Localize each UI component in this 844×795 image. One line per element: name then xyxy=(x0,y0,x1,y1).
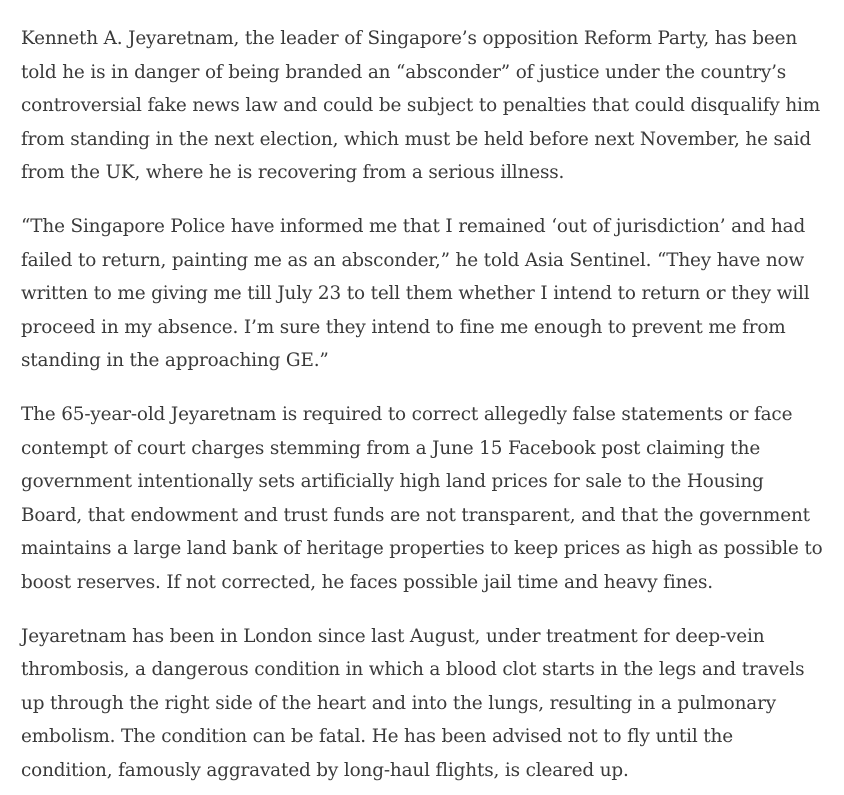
article-paragraph-1: Kenneth A. Jeyaretnam, the leader of Singapore’s opposition Reform Party, has been told he is in danger of being branded an “absconder” of justice under the country’s controversial fake news law and could be subject to penalties that could disqualify him from standing in the next election, which must be held before next November, he said from the UK, where he is recovering from a serious illness. xyxy=(21,28,821,184)
article-paragraph-2: “The Singapore Police have informed me that I remained ‘out of jurisdiction’ and had failed to return, painting me as an absconder,” he told Asia Sentinel. “They have now written to me giving me till July 23 to tell them whether I intend to return or they will proceed in my absence. I’m sure they intend to fine me enough to prevent me from standing in the approaching GE.” xyxy=(21,215,810,372)
article-paragraph-3: The 65-year-old Jeyaretnam is required to correct allegedly false statements or face contempt of court charges stemming from a June 15 Facebook post claiming the government intentionally sets artificially high land prices for sale to the Housing Board, that endowment and trust funds are not transparent, and that the government maintains a large land bank of heritage properties to keep prices as high as possible to boost reserves. If not corrected, he faces possible jail time and heavy fines. xyxy=(21,403,823,593)
article-paragraph-4: Jeyaretnam has been in London since last August, under treatment for deep-vein thrombosis, a dangerous condition in which a blood clot starts in the legs and travels up through the right side of the heart and into the lungs, resulting in a pulmonary embolism. The condition can be fatal. He has been advised not to fly until the condition, famously aggravated by long-haul flights, is cleared up. xyxy=(21,625,805,781)
